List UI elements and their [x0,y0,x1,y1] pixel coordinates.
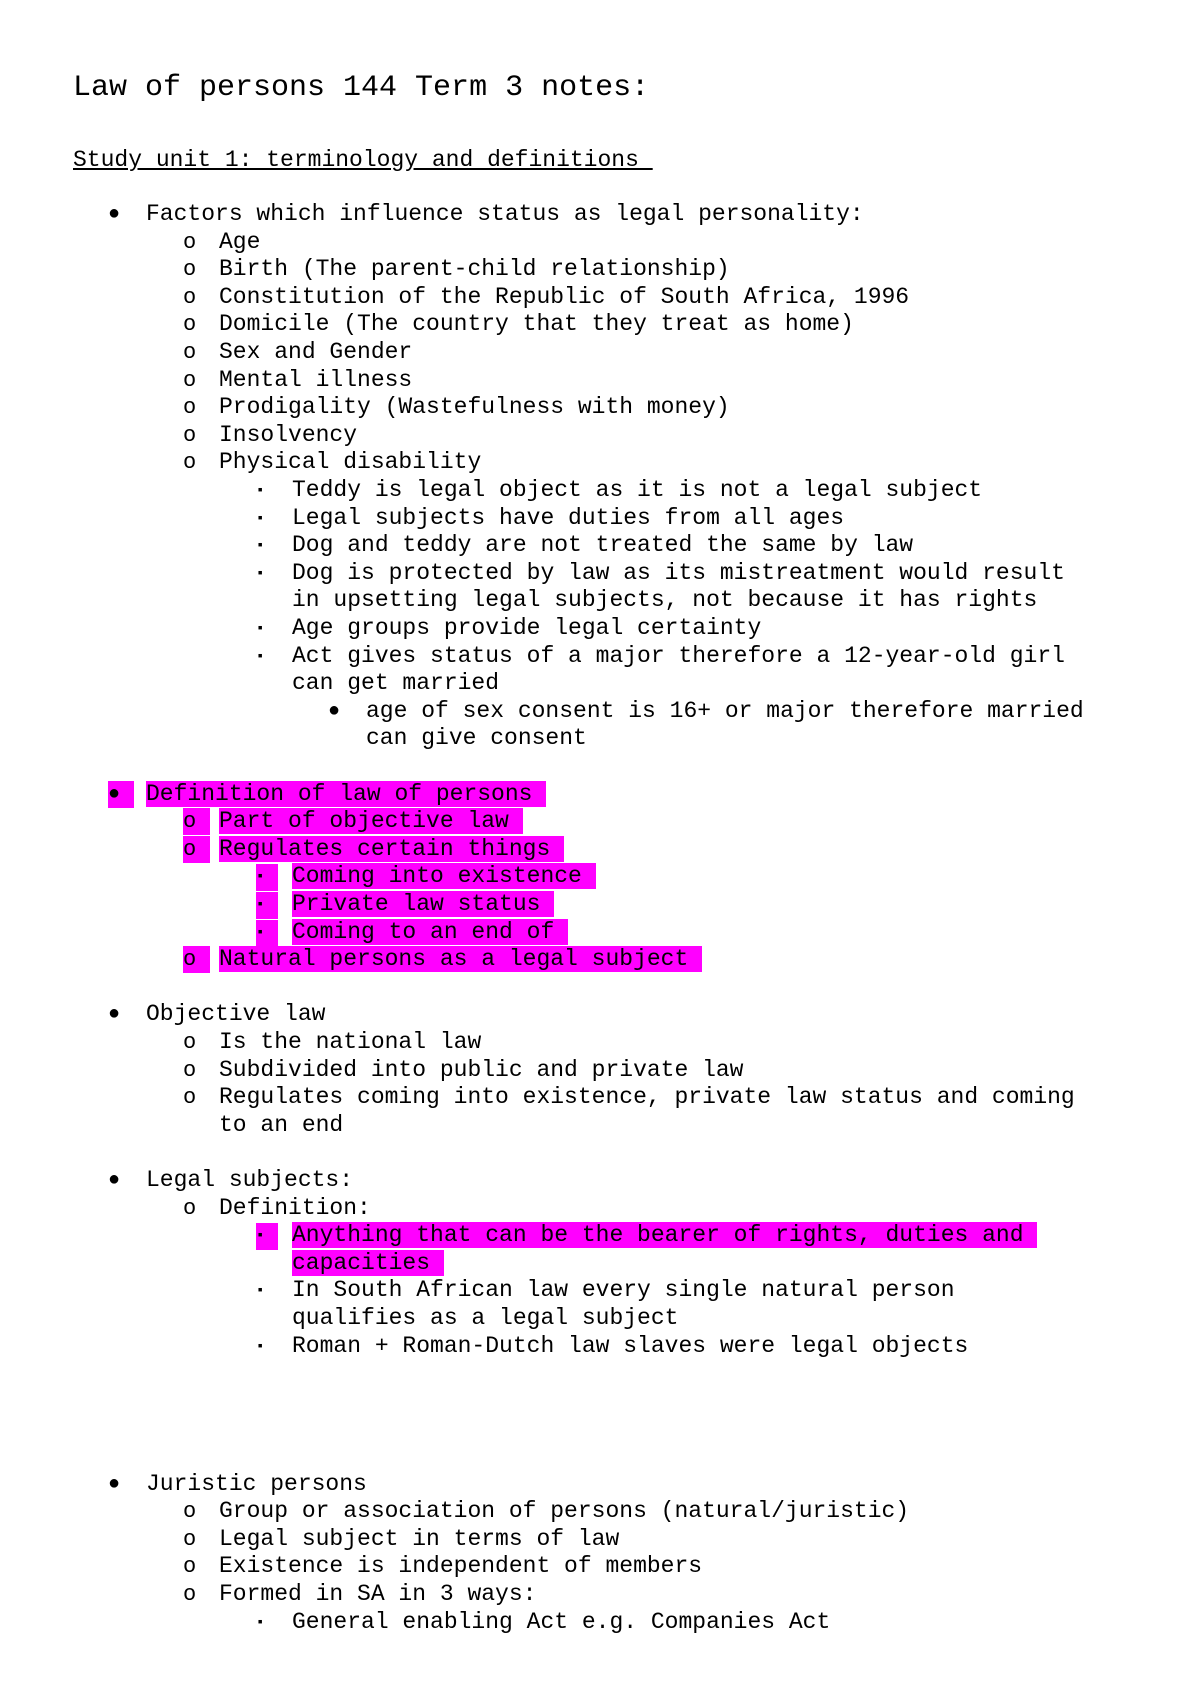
list-item-text: Sex and Gender [219,339,413,365]
square-bullet-icon: ▪ [256,538,265,554]
circle-bullet-icon: o [183,450,197,475]
list-item-text: Dog and teddy are not treated the same by law [292,532,914,558]
circle-bullet-icon: o [183,1527,197,1552]
list-item [108,781,547,808]
list-item-text: Private law status [292,891,555,917]
circle-bullet-icon: o [183,423,197,448]
square-bullet-icon: ▪ [256,1283,265,1299]
list-item-text: Mental illness [219,367,413,393]
list-item [183,836,565,863]
list-item [292,587,1037,614]
list-item [183,449,482,476]
circle-bullet-icon: o [183,285,197,310]
list-item-text: capacities [292,1250,444,1276]
square-bullet-icon: ▪ [256,1615,265,1631]
circle-bullet-icon: o [183,230,197,255]
list-item-text: Insolvency [219,422,358,448]
list-item-text: can give consent [366,725,587,751]
circle-bullet-icon: o [183,1196,197,1221]
list-item-text: Definition of law of persons [146,781,547,807]
list-item [256,532,914,559]
circle-bullet-icon: o [183,946,210,973]
list-item [183,1581,537,1608]
square-bullet-icon: ▪ [256,864,278,891]
list-item [292,1250,444,1277]
list-item-text: Subdivided into public and private law [219,1057,744,1083]
list-item-text: to an end [219,1112,344,1138]
square-bullet-icon: ▪ [256,1223,278,1250]
list-item [256,505,845,532]
page-title: Law of persons 144 Term 3 notes: [73,71,650,105]
circle-bullet-icon: o [183,340,197,365]
list-item-text: Age groups provide legal certainty [292,615,762,641]
list-item [183,1195,371,1222]
list-item [292,1305,678,1332]
list-item [183,229,261,256]
list-item-text: Existence is independent of members [219,1553,703,1579]
bullet-icon: ● [108,1003,121,1026]
list-item-text: Legal subject in terms of law [219,1526,620,1552]
list-item [183,284,910,311]
list-item [183,1057,744,1084]
list-item-text: Physical disability [219,449,482,475]
list-item [183,256,730,283]
list-item [183,1084,1075,1111]
list-item [183,1498,910,1525]
list-item [183,367,413,394]
list-item-text: Group or association of persons (natural/juristic) [219,1498,910,1524]
list-item [256,863,596,890]
list-item [292,670,499,697]
list-item-text: Part of objective law [219,808,523,834]
square-bullet-icon: ▪ [256,920,278,947]
circle-bullet-icon: o [183,312,197,337]
list-item [256,1277,955,1304]
square-bullet-icon: ▪ [256,483,265,499]
bullet-icon: ● [108,781,134,808]
list-item-text: Act gives status of a major therefore a 12-year-old girl [292,643,1065,669]
circle-bullet-icon: o [183,1058,197,1083]
list-item [183,946,703,973]
list-item-text: Age [219,229,261,255]
circle-bullet-icon: o [183,836,210,863]
list-item [108,201,864,228]
bullet-icon: ● [328,700,341,723]
circle-bullet-icon: o [183,1085,197,1110]
list-item [183,422,358,449]
square-bullet-icon: ▪ [256,1339,265,1355]
bullet-icon: ● [108,1169,121,1192]
list-item [366,725,587,752]
circle-bullet-icon: o [183,1499,197,1524]
list-item-text: Legal subjects: [146,1167,354,1193]
list-item-text: General enabling Act e.g. Companies Act [292,1609,831,1635]
list-item-text: Regulates coming into existence, private law status and coming [219,1084,1075,1110]
circle-bullet-icon: o [183,395,197,420]
list-item [256,1609,831,1636]
circle-bullet-icon: o [183,1554,197,1579]
list-item-text: Objective law [146,1001,326,1027]
square-bullet-icon: ▪ [256,621,265,637]
list-item-text: Prodigality (Wastefulness with money) [219,394,730,420]
list-item [108,1167,354,1194]
list-item-text: Definition: [219,1195,371,1221]
list-item-text: Teddy is legal object as it is not a legal subject [292,477,983,503]
list-item-text: In South African law every single natural person [292,1277,955,1303]
list-item-text: in upsetting legal subjects, not because it has rights [292,587,1038,613]
list-item-text: Anything that can be the bearer of rights, duties and [292,1222,1038,1248]
list-item [256,919,569,946]
list-item [108,1471,367,1498]
list-item-text: Natural persons as a legal subject [219,946,703,972]
circle-bullet-icon: o [183,257,197,282]
section-heading: Study unit 1: terminology and definitions [73,147,653,173]
list-item [108,1001,326,1028]
square-bullet-icon: ▪ [256,892,278,919]
list-item [183,394,730,421]
list-item-text: qualifies as a legal subject [292,1305,679,1331]
circle-bullet-icon: o [183,1582,197,1607]
square-bullet-icon: ▪ [256,649,265,665]
list-item [183,1553,703,1580]
list-item [183,808,523,835]
list-item-text: Juristic persons [146,1471,367,1497]
list-item-text: can get married [292,670,500,696]
list-item-text: Legal subjects have duties from all ages [292,505,845,531]
list-item-text: Factors which influence status as legal personality: [146,201,864,227]
list-item [183,339,413,366]
list-item-text: Birth (The parent-child relationship) [219,256,730,282]
list-item [256,615,762,642]
list-item [256,1333,969,1360]
list-item-text: Constitution of the Republic of South Africa, 1996 [219,284,910,310]
square-bullet-icon: ▪ [256,566,265,582]
square-bullet-icon: ▪ [256,511,265,527]
list-item-text: Roman + Roman-Dutch law slaves were legal objects [292,1333,969,1359]
list-item-text: Coming into existence [292,863,596,889]
list-item-text: age of sex consent is 16+ or major therefore married [366,698,1084,724]
bullet-icon: ● [108,1473,121,1496]
list-item-text: Regulates certain things [219,836,565,862]
circle-bullet-icon: o [183,1030,197,1055]
list-item [256,560,1065,587]
list-item [183,1526,620,1553]
list-item-text: Formed in SA in 3 ways: [219,1581,537,1607]
list-item-text: Domicile (The country that they treat as home) [219,311,854,337]
list-item [183,311,854,338]
circle-bullet-icon: o [183,808,210,835]
list-item [183,1029,482,1056]
list-item-text: Dog is protected by law as its mistreatment would result [292,560,1065,586]
list-item [256,1222,1038,1249]
list-item [256,477,983,504]
bullet-icon: ● [108,203,121,226]
list-item-text: Is the national law [219,1029,482,1055]
list-item [256,891,555,918]
list-item-text: Coming to an end of [292,919,569,945]
list-item [328,698,1084,725]
list-item [256,643,1065,670]
list-item [219,1112,343,1139]
circle-bullet-icon: o [183,368,197,393]
